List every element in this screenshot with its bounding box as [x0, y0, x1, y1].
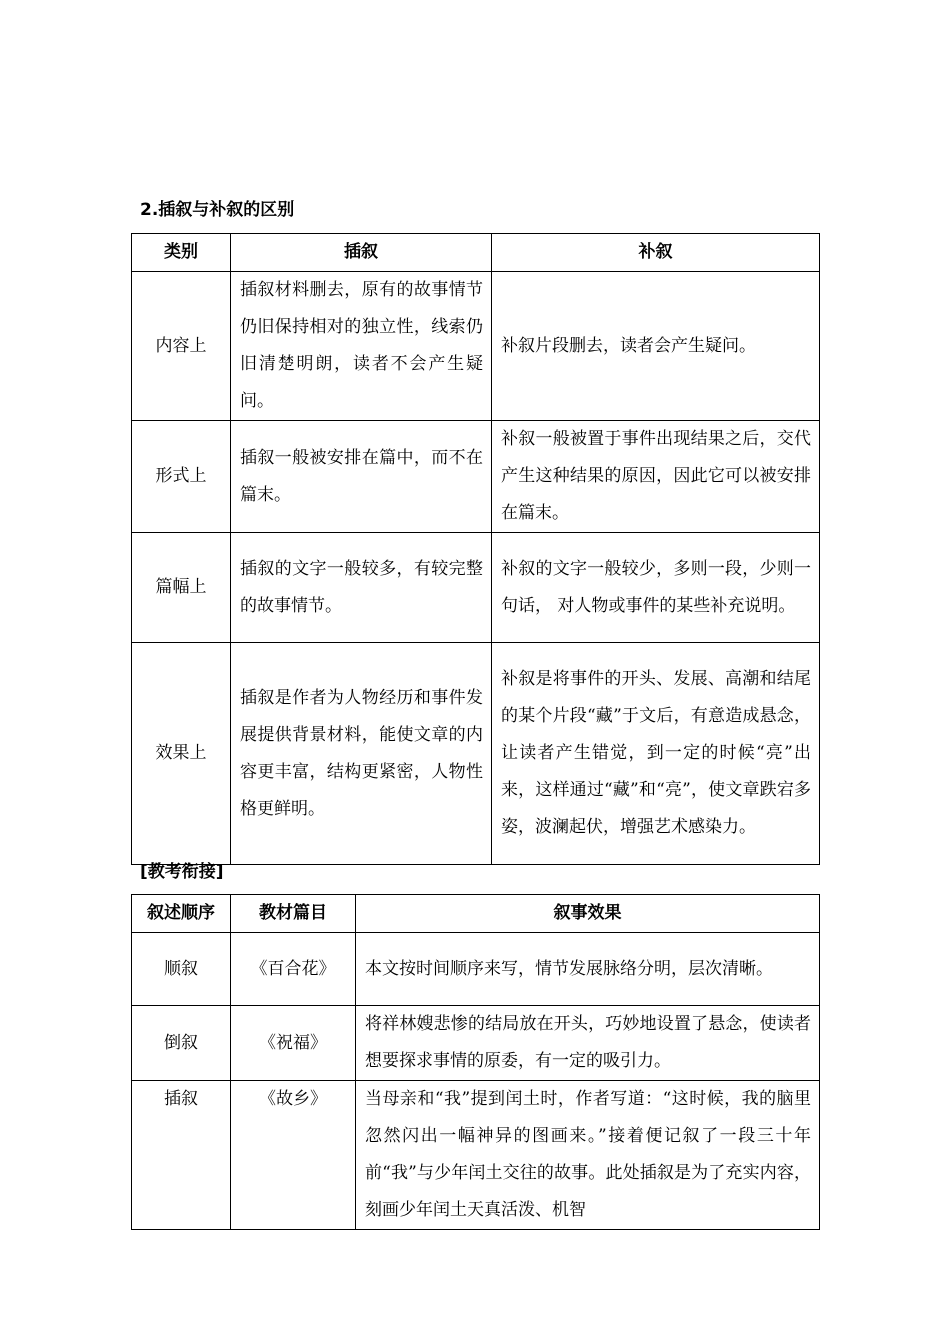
row-category: 形式上	[132, 421, 231, 533]
row-effect: 将祥林嫂悲惨的结局放在开头，巧妙地设置了悬念，使读者想要探求事情的原委，有一定的吸引力。	[356, 1006, 820, 1081]
table-row	[132, 643, 820, 865]
row-supplement-text: 补叙一般被置于事件出现结果之后，交代产生这种结果的原因，因此它可以被安排在篇末。	[492, 421, 820, 533]
row-text: 《故乡》	[231, 1081, 356, 1230]
sub-title: [教考衔接]	[140, 862, 224, 882]
row-order: 插叙	[132, 1081, 231, 1230]
table-row	[132, 272, 820, 421]
header-effect: 叙事效果	[356, 895, 820, 933]
row-category: 效果上	[132, 643, 231, 865]
row-insert-text: 插叙的文字一般较多，有较完整的故事情节。	[231, 533, 492, 643]
row-category: 内容上	[132, 272, 231, 421]
row-text: 《祝福》	[231, 1006, 356, 1081]
row-supplement-text: 补叙的文字一般较少，多则一段，少则一句话， 对人物或事件的某些补充说明。	[492, 533, 820, 643]
row-order: 倒叙	[132, 1006, 231, 1081]
header-category: 类别	[132, 234, 231, 272]
row-insert-text: 插叙一般被安排在篇中，而不在篇末。	[231, 421, 492, 533]
narrative-order-table	[131, 894, 820, 1230]
row-text: 《百合花》	[231, 933, 356, 1006]
row-effect: 当母亲和“我”提到闰土时，作者写道：“这时候，我的脑里忽然闪出一幅神异的图画来。”接着便记叙了一段三十年前“我”与少年闰土交往的故事。此处插叙是为了充实内容，刻画少年闰土天真活泼、机智	[356, 1081, 820, 1230]
table-row	[132, 1081, 820, 1230]
row-order: 顺叙	[132, 933, 231, 1006]
row-insert-text: 插叙材料删去，原有的故事情节仍旧保持相对的独立性，线索仍旧清楚明朗，读者不会产生疑问。	[231, 272, 492, 421]
row-supplement-text: 补叙是将事件的开头、发展、高潮和结尾的某个片段“藏”于文后，有意造成悬念，让读者产生错觉，到一定的时候“亮”出来，这样通过“藏”和“亮”，使文章跌宕多姿，波澜起伏，增强艺术感染力。	[492, 643, 820, 865]
table-row	[132, 533, 820, 643]
table-row	[132, 421, 820, 533]
table-header-row	[132, 234, 820, 272]
table-row	[132, 933, 820, 1006]
row-supplement-text: 补叙片段删去，读者会产生疑问。	[492, 272, 820, 421]
section-title: 2.插叙与补叙的区别	[140, 200, 295, 220]
row-category: 篇幅上	[132, 533, 231, 643]
header-supplement: 补叙	[492, 234, 820, 272]
row-effect: 本文按时间顺序来写，情节发展脉络分明，层次清晰。	[356, 933, 820, 1006]
header-order: 叙述顺序	[132, 895, 231, 933]
header-insert: 插叙	[231, 234, 492, 272]
row-insert-text: 插叙是作者为人物经历和事件发展提供背景材料，能使文章的内容更丰富，结构更紧密，人物性格更鲜明。	[231, 643, 492, 865]
comparison-table	[131, 233, 820, 865]
table-header-row	[132, 895, 820, 933]
header-text: 教材篇目	[231, 895, 356, 933]
table-row	[132, 1006, 820, 1081]
